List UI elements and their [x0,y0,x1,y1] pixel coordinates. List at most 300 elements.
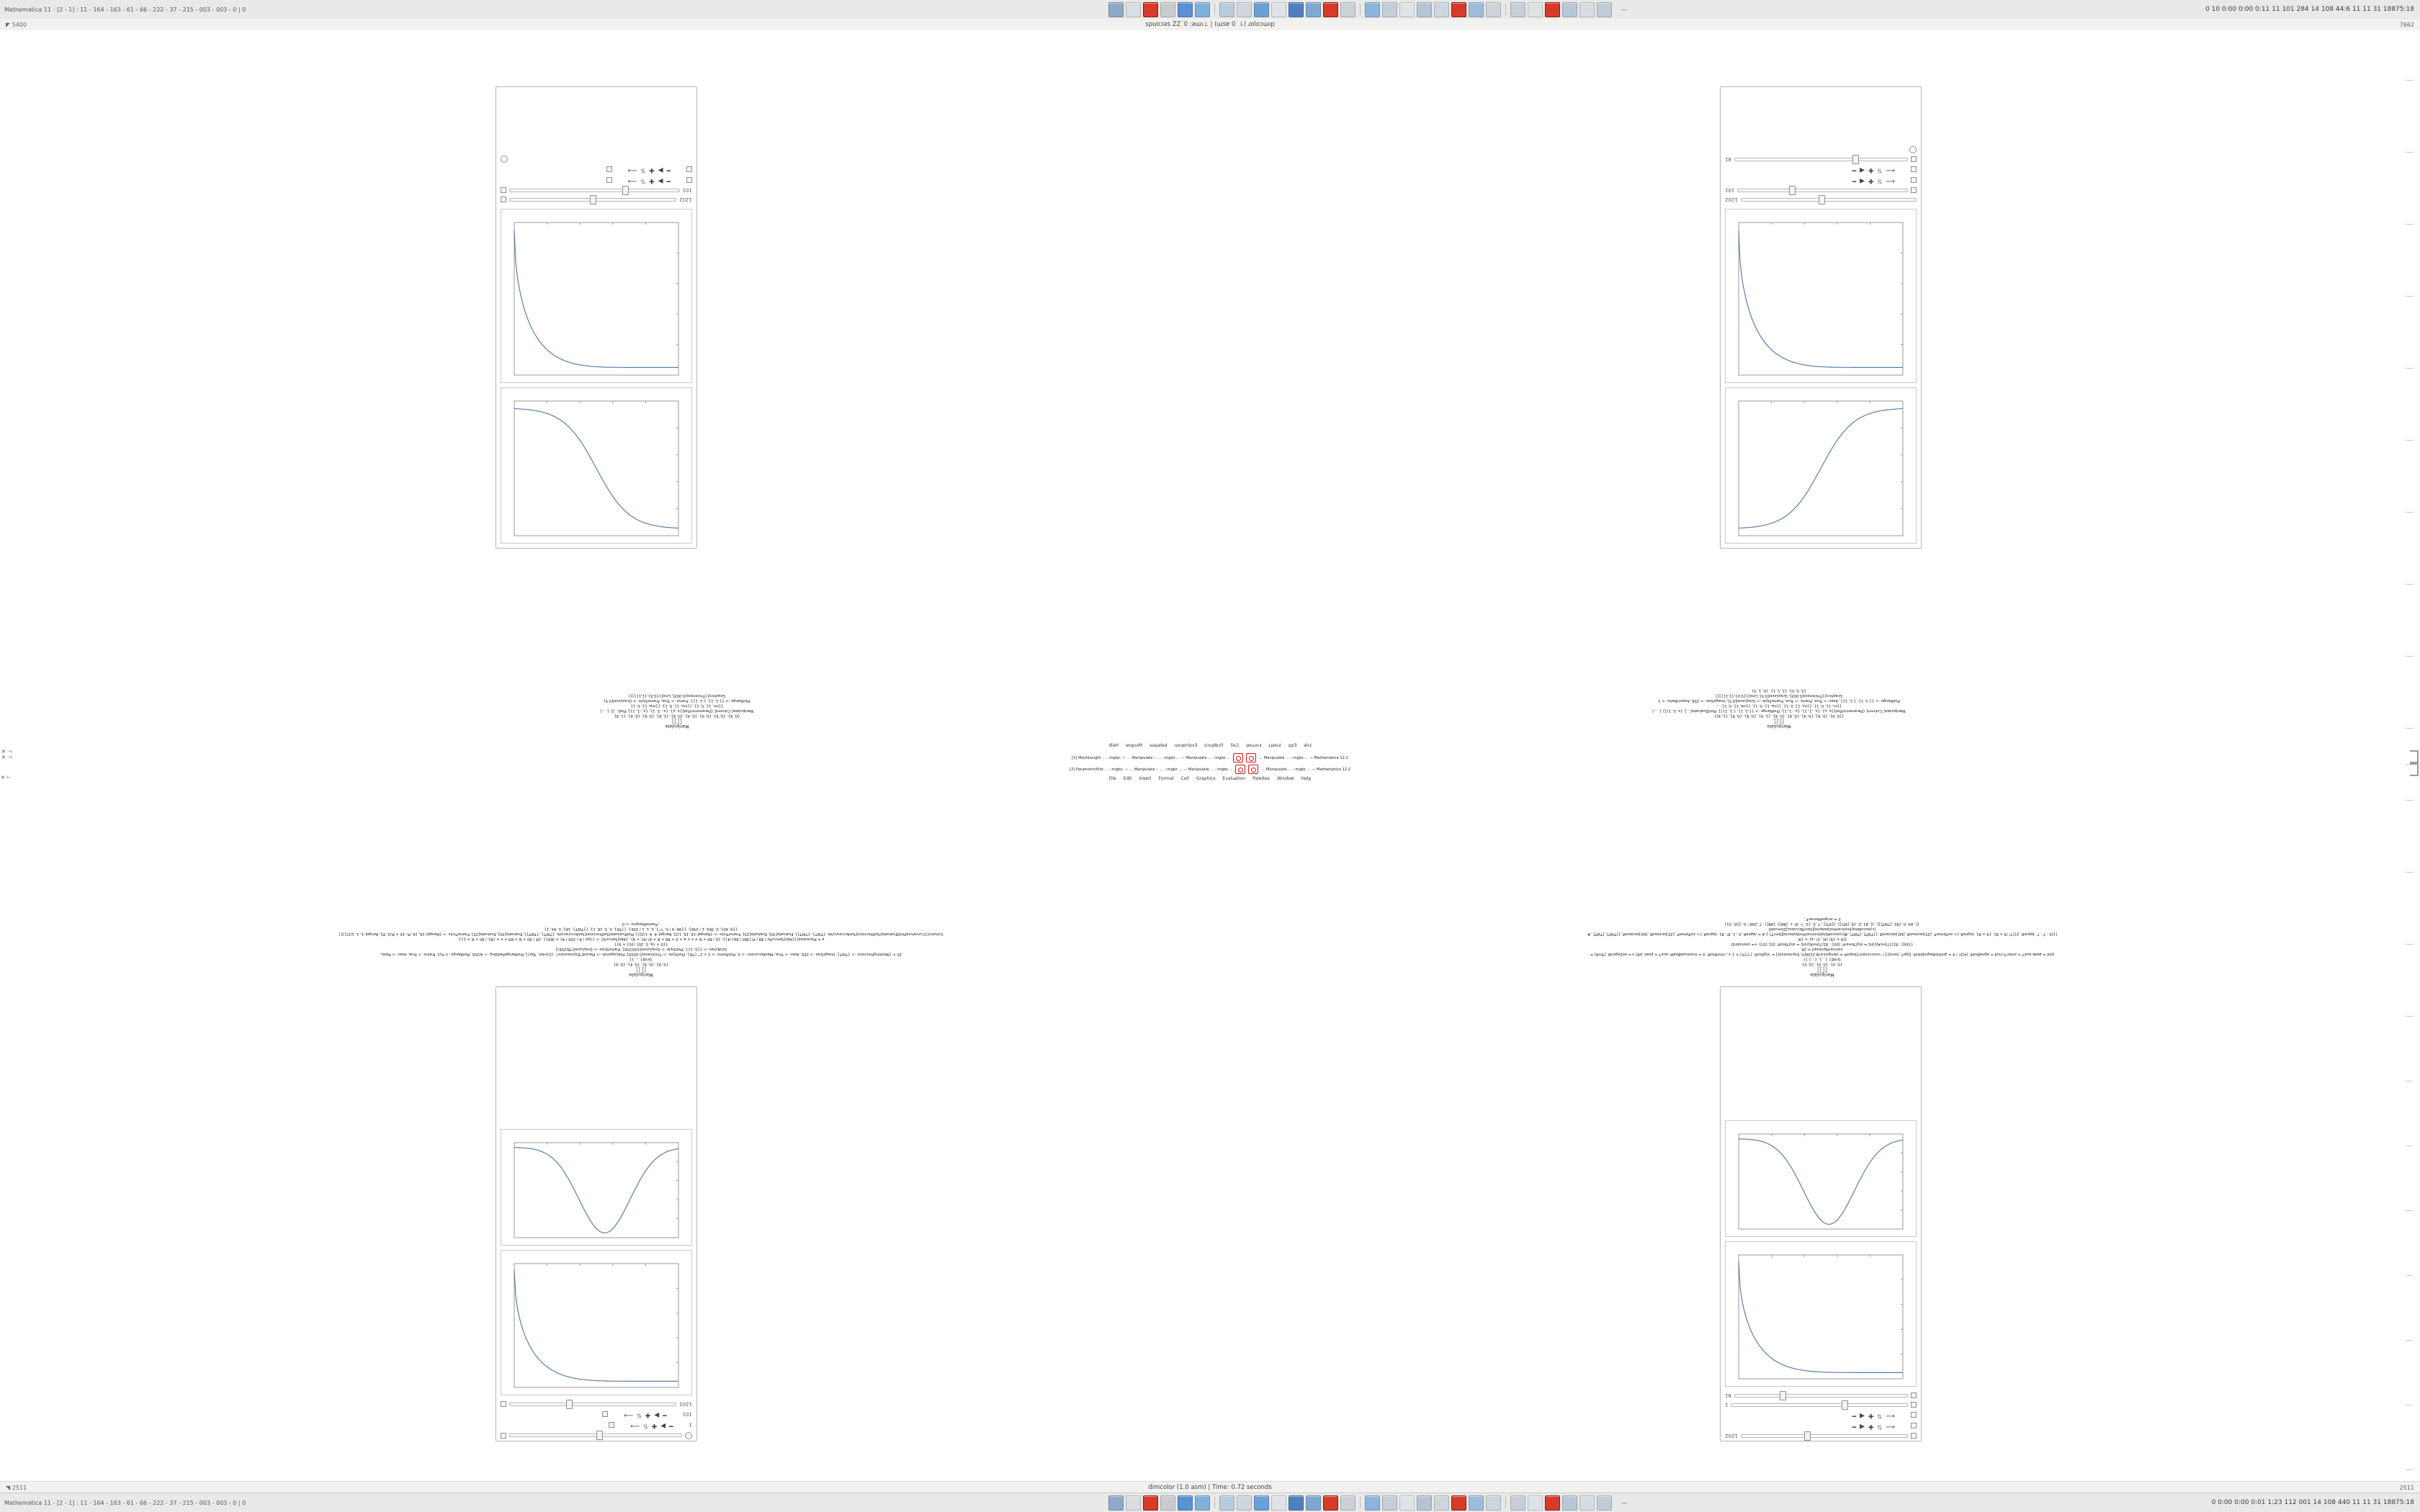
plus-icon-tr[interactable]: ✚ [649,177,655,184]
code-block-tl[interactable] [1397,688,2161,729]
step-right-icon-tr-2[interactable]: ⟶ [627,166,637,174]
music-icon[interactable] [1382,1495,1397,1511]
toolbar-separator [1505,4,1506,15]
plot-br-2[interactable] [501,1129,692,1246]
menu-item-0[interactable]: File [1108,776,1116,781]
plot-bl-1[interactable] [1725,1241,1917,1387]
disk-icon[interactable] [1486,2,1501,17]
slider-1[interactable] [1741,1433,1908,1439]
toolbar-separator [1214,4,1215,15]
lock-icon-tr-2[interactable] [501,188,506,194]
menu-item-8[interactable]: Window [1276,776,1294,781]
bracket-tl: [[]] [1773,717,1785,724]
panel-tr-slider-2[interactable] [496,186,696,195]
play-left-icon[interactable]: ◀ [1860,1423,1865,1430]
plot-bl-2[interactable] [1725,1120,1917,1237]
app-icon[interactable] [1160,1495,1175,1511]
slider-br-label-3: 1202 [679,1401,692,1408]
error-badge-2b[interactable] [1248,765,1258,774]
menu-item-7[interactable]: Palettes [1252,776,1270,781]
bottom-taskbar-icons[interactable] [768,1495,1968,1511]
editor-icon[interactable] [1219,2,1234,17]
code-line[interactable]: {{0 + {a, 0, 20} /{0} + 9}} [614,942,668,946]
panel-br-buttons-2[interactable] [496,1409,696,1420]
panel-tl-buttons-1[interactable] [1721,175,1921,186]
cell-bracket-tick[interactable] [2406,440,2413,441]
toolbar-separator [1505,1497,1506,1508]
top-taskbar-icons[interactable] [768,2,1968,17]
record4-icon[interactable] [1545,2,1560,17]
book-icon[interactable] [1528,2,1543,17]
code-line[interactable]: a = Piecewise[{{Abs[SetcurPy / 88 / Pi [360 / 6b] /4}}, {0 / 80 + R + x + a + 0 + 88 + R + 9! /4} + 9}, {Abs[Setcur9] -> {{px / R / 256 / 4} + /R9}}, {Pi / 90 + R + R9 + x + {R} / 90 + R + 1}}, [457,937,825,941]
panel-tl-buttons-2[interactable] [1721,164,1921,175]
record2-icon[interactable] [1323,2,1338,17]
close-icon-c[interactable]: ✕ ⊢ [1,775,12,780]
plus-icon-2[interactable]: ✚ [1868,1412,1874,1419]
code-line[interactable]: Manipulate[ Column[ {ParametricPlot[{x, y}, {x, -1, 1}, {y, -1, 1}, PlotRange -> {{-1, 1}, {-1, 1}}], Plot[Evaluate[...], {x, 0, 1}]} ], ...] [1652,708,1906,713]
menu-item-9[interactable]: Help [1301,776,1312,781]
minus-icon[interactable]: ━ [1852,1423,1857,1430]
clock-icon[interactable] [1597,1495,1612,1511]
cell-bracket-tick[interactable] [2406,152,2413,153]
code-block-br[interactable] [230,921,1052,977]
notebook-canvas[interactable] [0,30,2420,1492]
cell-bracket-tick[interactable] [2406,80,2413,81]
error-badge-1a[interactable] [1233,753,1243,762]
record3-icon[interactable] [1451,1495,1466,1511]
menu-bar-upper[interactable] [0,743,2420,748]
menu-bar-lower[interactable] [0,776,2420,781]
code-line[interactable]: Grid[{ {...}, {...} }] [1803,957,1841,961]
lock-icon-4[interactable] [1911,1403,1917,1408]
calc-icon[interactable] [1271,1495,1286,1511]
code-line[interactable]: {0, 0, 0}, {1, 1, 1}, {0, 1, 0} [1752,688,1806,693]
code-line[interactable]: PlotRange -> {{-1, 1}, {-1, 1}}, Frame -> True, FrameStyle -> GrayLevel[0.5] [604,698,750,703]
menu-item-5[interactable]: llǝƆ [1230,743,1239,748]
slider-3-value: 81 [1725,1392,1731,1399]
files-icon[interactable] [1108,1495,1124,1511]
code-line[interactable]: Graphics[{Thickness[0.003], GrayLevel[0.5], Line[{{0,0},{1,1}}]}] [1716,693,1842,698]
lock-icon[interactable] [1911,1434,1917,1439]
lock-icon-tr-5[interactable] [686,167,692,173]
cell-label-br: Manipulate [629,972,653,977]
stepper-buttons-tl-1[interactable] [1839,176,1908,184]
menu-item-4[interactable]: Cell [1180,776,1189,781]
toolbar-separator [1360,1497,1361,1508]
disk-icon[interactable] [1486,1495,1501,1511]
menu-item-1[interactable]: ʍopuıM [1126,743,1143,748]
code-line[interactable]: Column[{CurvaturePlot[Evaluate[SetPrecision[SetAccuracyVe, {TWT}, {TWT}], Evaluate[30], Evaluate[25], FrameTicks -> {Range[-16, 16, 1/2], Range[-4, 4, 1/2]}], PlotEvaluate[SetPrecision[SetAccuracyVe, {TWT}, {TWT}], Evaluate[30], Evaluate[25], FrameTicks -> {Range[-16, 16, Pi, 16 + Pi/2, Pi], Range[-1, 1, 1/2]}]}] [339,932,944,936]
record3-icon[interactable] [1451,2,1466,17]
chart-icon[interactable] [1562,1495,1577,1511]
plus-icon-tl[interactable]: ✚ [1868,177,1874,184]
panel-tl-slider-3[interactable] [1721,155,1921,164]
cell-bracket-tick[interactable] [2406,368,2413,369]
menu-item-9[interactable]: ǝlıℲ [1304,743,1312,748]
code-block-bl[interactable] [1585,916,2060,977]
minus-icon-br[interactable]: ━ [669,1422,673,1429]
music-icon[interactable] [1382,2,1397,17]
window-title-bar-bottom[interactable] [0,1481,2420,1493]
net-icon[interactable] [1469,1495,1484,1511]
plus-icon-tr-2[interactable]: ✚ [649,166,655,174]
lock-icon-tr-4[interactable] [606,178,612,184]
manipulate-panel-top-left[interactable] [1720,86,1922,549]
lock-icon-tr-6[interactable] [606,167,612,173]
panel-bl-controls-row[interactable] [1721,1431,1921,1441]
note-icon[interactable] [1434,2,1449,17]
net-icon[interactable] [1469,2,1484,17]
map-icon[interactable] [1579,1495,1595,1511]
stepper-buttons-tl-2[interactable] [1839,166,1908,174]
menu-item-2[interactable]: Insert [1139,776,1152,781]
plot-tl-1[interactable] [1725,387,1917,544]
cell-bracket-tick[interactable] [2406,296,2413,297]
code-line[interactable]: GridLines -> {{0, 1}}, PlotStyle -> GrayLevel[100/256], FrameStyle -> GrayLevel[78/256]} [555,947,727,951]
slider-tr-1[interactable] [509,197,676,203]
shell-icon[interactable] [1510,1495,1525,1511]
cell-bracket-tick[interactable] [2406,1275,2413,1276]
lock-icon-5[interactable] [1911,1393,1917,1399]
bracket-tr: [[]] [671,717,683,724]
menu-item-6[interactable]: ʇɐɯɹoℲ [1245,743,1262,748]
cell-bracket-tick[interactable] [2406,800,2413,801]
slider-tr-1-value: 1202 [679,197,692,203]
plus-icon-br[interactable]: ✚ [651,1422,658,1429]
gear-icon-tr[interactable] [501,156,508,163]
error-badge-2a[interactable] [1235,765,1245,774]
step-right-icon-tr[interactable]: ⟶ [627,177,637,184]
minus-icon-tl2[interactable]: ━ [1852,166,1857,174]
window-left-label-bottom: ◥ 2511 [6,1484,27,1491]
folder-icon[interactable] [1237,2,1252,17]
menu-item-8[interactable]: ʇıpƎ [1288,743,1297,748]
stepper-buttons-br-2[interactable] [611,1410,679,1418]
slider-br-label-2: 101 [682,1411,692,1418]
menu-item-1[interactable]: Edit [1123,776,1132,781]
cell-bracket-tick[interactable] [2406,224,2413,225]
left-cell-marks-2[interactable] [1,775,11,780]
code-line[interactable]: {0, 9}, {0, 9}, {0, 4}, {0, 9} [614,962,668,966]
step-down-icon-br-2[interactable]: ⥮ [637,1411,642,1418]
slider-tl-1-value: 1202 [1725,197,1738,203]
code-line[interactable]: [{0, 9}, {0, 9}, {0, 4}, {0, 9}, {0, 9}, {1, 9}, {0, 9}, {0, 9}, {1, 9}] [1714,714,1844,718]
cell-bracket-tick[interactable] [2406,1340,2413,1341]
record4-icon[interactable] [1545,1495,1560,1511]
window-title-bar-top[interactable] [0,19,2420,31]
gear-icon-tl[interactable] [1909,146,1917,153]
lock-icon-tl-1[interactable] [1911,188,1917,194]
menu-bar-lower-wrap[interactable] [0,776,2420,781]
panel-tr-buttons-2[interactable] [496,164,696,175]
message-area[interactable] [0,743,2420,748]
code-line[interactable]: {0, 9}, {0, 9}, {0, 4}, {0, 9}, {0, 9}, {1, 9}, {0, 9}, {0, 9}, {1, 9} [614,714,740,718]
step-left-icon-tl[interactable]: ⟵ [1886,177,1895,184]
cell-bracket-tick[interactable] [2406,728,2413,729]
manipulate-panel-top-right[interactable] [496,86,697,549]
panel-bl-buttons-row-1[interactable] [1721,1421,1921,1431]
step-up-icon[interactable]: ⥮ [1877,1423,1883,1430]
plus-icon[interactable]: ✚ [1868,1423,1874,1430]
image-icon[interactable] [1289,1495,1304,1511]
terminal-icon[interactable] [1126,1495,1141,1511]
shell-icon[interactable] [1510,2,1525,17]
cell-bracket-tick[interactable] [2406,656,2413,657]
left-cell-marks[interactable] [1,749,12,760]
lock-icon-2[interactable] [1911,1423,1917,1429]
archive-icon[interactable] [1417,1495,1432,1511]
panel-tl-slider-1[interactable] [1721,195,1921,204]
plot-tr-1[interactable] [501,387,692,544]
minus-icon-br-2[interactable]: ━ [663,1411,667,1418]
step-up-icon-tl[interactable]: ⥮ [1877,177,1883,184]
slider-tl-2[interactable] [1737,187,1908,194]
map-icon[interactable] [1579,2,1595,17]
menu-item-3[interactable]: Format [1158,776,1174,781]
slider-tr-2-value: 101 [682,187,692,194]
manipulate-panel-bottom-right[interactable] [496,986,697,1441]
error-row-2[interactable] [0,765,2420,774]
slider-2[interactable] [1731,1402,1908,1408]
code-line[interactable]: {[9 + {9! (A!, 0!, a} + {9! [1797,937,1847,941]
code-line[interactable]: Grid[{ ... }] [630,957,652,961]
menu-item-3[interactable]: uoıʇɐnlɐʌƎ [1174,743,1198,748]
menu-item-7[interactable]: ʇɹǝsuI [1268,743,1281,748]
archive-icon[interactable] [1417,2,1432,17]
lock-icon-br-2[interactable] [609,1423,614,1428]
panel-bl-buttons-row-2[interactable] [1721,1410,1921,1421]
slider-tl-1[interactable] [1741,197,1917,203]
toolbar-separator [1360,4,1361,15]
step-left-icon-2[interactable]: ⟵ [1886,1412,1895,1419]
error-1-text-right: ... Manipulate ... ::mgbz ... — Mathematica 12.2 [1259,755,1348,760]
bottom-taskbar[interactable] [0,1493,2420,1512]
cell-bracket-2[interactable] [2410,763,2419,776]
play-left-icon-tl[interactable]: ◀ [1860,177,1865,184]
slider-tl-3[interactable] [1734,156,1908,163]
play-right-icon-tr[interactable]: ▶ [658,177,663,184]
error-row-2-wrap[interactable] [0,765,2420,774]
clock-icon[interactable] [1597,2,1612,17]
panel-tr-slider-1[interactable] [496,195,696,204]
plot-br-1[interactable] [501,1250,692,1395]
error-row-1[interactable] [0,753,2420,762]
minus-icon-tr-2[interactable]: ━ [666,166,671,174]
cell-label-tl: Manipulate [1767,724,1791,729]
play-right-icon-br-2[interactable]: ▶ [654,1411,660,1418]
step-down-icon-br[interactable]: ⥮ [643,1422,648,1429]
stepper-buttons-1[interactable] [1839,1422,1908,1430]
top-taskbar-right [1968,6,2420,13]
cell-bracket-tick[interactable] [2406,944,2413,945]
close-icon-a[interactable]: ✕ ⊣ [1,749,12,755]
chat-icon[interactable] [1306,1495,1321,1511]
step-up-icon-2[interactable]: ⥮ [1877,1412,1883,1419]
lock-icon-tl-3[interactable] [1911,167,1917,173]
code-line[interactable]: {{bt[] : 81}[7]mrA[y]rG = sty[TsmerP, [bt[] : 81[7]mrA[y]rG = sty[TstolP, [[O, [O]} += zrenizbriD [1731,942,1914,946]
plus-icon-br-2[interactable]: ✚ [645,1411,651,1418]
step-down-icon-tr-2[interactable]: ⥮ [640,166,646,174]
chat-icon[interactable] [1306,2,1321,17]
settings-icon[interactable] [1340,2,1355,17]
panel-br-gear-row[interactable] [496,1431,696,1441]
play-left-icon-tl2[interactable]: ◀ [1860,166,1865,174]
lock-icon-br-4[interactable] [501,1402,506,1408]
cell-bracket-tick[interactable] [2406,512,2413,513]
files-icon[interactable] [1108,2,1124,17]
window-title-top: spuoɔǝs ZZ˙0 :ǝɯı⊥ | (ɯsɐ 0˙⇂) ɹoloɔɯıp [1145,21,1275,28]
panel-tl-gear-row[interactable] [1721,145,1921,155]
clock-bottom: 0 0:00 0:00 0:01 1:23 112 001 14 108 440 11 11 31 18875:18 [2211,1499,2414,1506]
video-icon[interactable] [1399,2,1415,17]
top-taskbar-left [0,6,768,13]
note-icon[interactable] [1434,1495,1449,1511]
stepper-buttons-2[interactable] [1839,1411,1908,1419]
bracket-br: [[]] [635,966,647,973]
book-icon[interactable] [1528,1495,1543,1511]
lock-icon-tr-1[interactable] [501,197,506,203]
panel-tr-buttons-1[interactable] [496,175,696,186]
plus-icon-tl2[interactable]: ✚ [1868,166,1874,174]
play-right-icon-tr-2[interactable]: ▶ [658,166,663,174]
code-line[interactable]: {{mr, 1}, 0, 1}, {{mz, 1}, 0, 1}, {{ma, 1}, 0, 1} [630,703,724,708]
settings-icon[interactable] [1340,1495,1355,1511]
cell-bracket-tick[interactable] [2406,584,2413,585]
code-line[interactable]: 25 = {WorkingPrecision -> {TWT}, ImageSize -> 256, Axes -> True, MaxRecursion -> 0, PlotPoints -> 1 + 2^{TR}, PlotStyle -> Thickness[0.0003], PlotLegends -> Placed["Expressions", {Center, Top}], PlotRangePadding -> 4/256, PlotRange -> Full, Frame -> True, Axes -> False, [380,952,902,956]
editor-icon[interactable] [1219,1495,1234,1511]
error-row-1-wrap[interactable] [0,753,2420,762]
error-2-text-right: ... Manipulate ... ::mgbz ... — Mathematica 12.2 [1261,767,1351,772]
menu-item-4[interactable]: sɔıɥdɐɹ⅁ [1204,743,1224,748]
terminal-icon[interactable] [1126,2,1141,17]
panel-bl-slider-2[interactable] [1721,1400,1921,1410]
cell-bracket-1[interactable] [2410,750,2419,763]
play-right-icon-br[interactable]: ▶ [660,1422,666,1429]
overflow-icon[interactable]: — [1621,1499,1627,1506]
stepper-buttons-tr-1[interactable] [615,176,684,184]
step-down-icon-tr[interactable]: ⥮ [640,177,646,184]
plot-tl-2[interactable] [1725,209,1917,383]
menu-item-2[interactable]: sǝʇʇǝlɐԀ [1150,743,1168,748]
slider-2-value: 1 [1725,1402,1729,1408]
slider-br-2[interactable] [509,1401,676,1408]
slider-br-label-1: 1 [689,1422,692,1428]
lock-icon-br-1[interactable] [501,1433,506,1439]
media-icon[interactable] [1195,1495,1210,1511]
lock-icon-tl-2[interactable] [1911,178,1917,184]
step-right-icon-br[interactable]: ⟶ [630,1422,640,1429]
mail-icon[interactable] [1254,1495,1269,1511]
overflow-icon[interactable]: — [1621,6,1627,13]
stepper-buttons-tr-2[interactable] [615,166,684,174]
mail-icon[interactable] [1254,2,1269,17]
code-line[interactable]: {{nr, 1}, 0, 1}, {{nz, 1}, 0, 1}, {{na, 1}, 0, 1}, {{nb, 1}, 0, 1}, ... [1716,703,1842,708]
slider-1-value: 1202 [1725,1433,1738,1439]
stepper-buttons-br-1[interactable] [617,1421,686,1429]
code-line[interactable]: Graphics[{Thickness[0.003], Line[{{0,0},{1,1}}]}] [628,693,726,698]
record-icon[interactable] [1143,1495,1158,1511]
panel-tl-slider-2[interactable] [1721,186,1921,195]
step-left-icon-tl2[interactable]: ⟵ [1886,166,1895,174]
window-right-label-bottom: 2511 [2399,1484,2414,1491]
menu-item-6[interactable]: Evaluation [1222,776,1246,781]
system-info-top: Mathematica 11 - [2 - 1] : 11 - 164 - 163 - 61 - 66 - 222 - 37 - 215 - 003 - 003 - 0 | 0 [4,6,246,13]
browser-icon[interactable] [1178,2,1193,17]
plot-tr-2[interactable] [501,209,692,383]
app-icon[interactable] [1160,2,1175,17]
slider-tl-2-value: 101 [1725,187,1735,194]
panel-br-buttons-1[interactable] [496,1420,696,1431]
code-line[interactable]: {[ ,A4 ,0 ,{81 ,[TWT[]} ,{[ ,81 ,0 ,{8 ,[9T[]} ,{[9T[] : 7 ,0 ,{2 ,"r ,8! + ,[8R]} ,[9R[] : 7 ,206! ,0 ,{[9! ,0}] [1725,922,1920,926]
slider-tl-3-value: 81 [1725,156,1731,163]
code-line[interactable]: , FrameMargins -> 0 [622,922,660,926]
paint-icon[interactable] [1365,2,1380,17]
step-right-icon-br-2[interactable]: ⟶ [624,1411,634,1418]
media-icon[interactable] [1195,2,1210,17]
cell-bracket-tick[interactable] [2406,872,2413,873]
lock-icon-tr-3[interactable] [686,178,692,184]
error-2-text-left: [2] ParametricPlot ... ::mgbz: — ... Manipulate :: ... ::mgbz ... — Manipulate ... ::mgbz ... [1069,767,1233,772]
video-icon[interactable] [1399,1495,1415,1511]
close-icon-b[interactable]: ✕ ⊣ [1,755,12,760]
code-line[interactable]: Manipulate[ Column[ {ParametricPlot[{x, y}, {x, -1, 1}, {y, -1, 1}], Plot[...]} ], ...] [600,708,754,713]
step-left-icon[interactable]: ⟵ [1886,1423,1895,1430]
manipulate-panel-bottom-left[interactable] [1720,986,1922,1441]
lock-icon-br-3[interactable] [602,1412,608,1418]
code-line[interactable]: {{0, 90}, 0, 360, 1 / 256}, {{0R, 4 / 5, "r"}, 0, 1, 1 / 256}, {{TR}, 0, 3, 16, 1}, {{TWT}, 16}, 0, 64, 1} [544,927,738,931]
image-icon[interactable] [1289,2,1304,17]
slider-br-1[interactable] [509,1433,682,1439]
cell-label-bl: Manipulate [1810,972,1834,977]
panel-br-slider-2[interactable] [496,1400,696,1409]
step-up-icon-tl2[interactable]: ⥮ [1877,166,1883,174]
lock-icon-3[interactable] [1911,1413,1917,1418]
minus-icon-tl[interactable]: ━ [1852,177,1857,184]
code-line[interactable]: 0 = znigreMemerF , [1803,917,1841,921]
toolbar-separator [1214,1497,1215,1508]
menu-item-0[interactable]: dlǝH [1108,743,1119,748]
record-icon[interactable] [1143,2,1158,17]
slider-tr-2[interactable] [509,187,680,194]
code-block-tr[interactable] [202,693,1152,729]
error-badge-1b[interactable] [1246,753,1256,762]
top-taskbar[interactable] [0,0,2420,19]
bracket-bl: [[]] [1816,966,1828,973]
play-left-icon-2[interactable]: ◀ [1860,1412,1865,1419]
panel-bl-slider-3[interactable] [1721,1391,1921,1400]
minus-icon-2[interactable]: ━ [1852,1412,1857,1419]
paint-icon[interactable] [1365,1495,1380,1511]
menu-item-5[interactable]: Graphics [1196,776,1216,781]
slider-3[interactable] [1734,1392,1908,1399]
calc-icon[interactable] [1271,2,1286,17]
chart-icon[interactable] [1562,2,1577,17]
cell-bracket-tick[interactable] [2406,1016,2413,1017]
record2-icon[interactable] [1323,1495,1338,1511]
bottom-taskbar-left [0,1500,768,1506]
lock-icon-tl-4[interactable] [1911,157,1917,163]
folder-icon[interactable] [1237,1495,1252,1511]
gear-icon[interactable] [685,1432,692,1439]
cell-bracket-tick[interactable] [2406,1210,2413,1211]
code-line[interactable]: {0, 0}, {0, 0}, {0, 0} [1801,962,1843,966]
panel-tr-gear-row[interactable] [496,154,696,164]
code-line[interactable]: PlotRange -> {{-1, 1}, {-1, 1}}, Axes -> True, Frame -> True, FrameStyle -> GrayLevel[0.5], ImageSize -> 256, AspectRatio -> 1 [1658,698,1900,703]
browser-icon[interactable] [1178,1495,1193,1511]
minus-icon-tr[interactable]: ━ [666,177,671,184]
code-line[interactable]: plot = peak.auxT = smeriT./nu9 = agnaRtolP, [4]2! / 4 = gnittteRagndbltoP, [[ppT, [ems[]] / 'cnoccorqnl/'[bspslfi = sbmgslcsnN 2100[0, Expression[] = 'elgStolP, ["['[Tr] = 1 +, cfmrRtolP, 0 = moznuzeBsaM ,auxT = psak ,bR] += eoZagenR ,[TrnR] = noicnerfIgnizsal] = 2R [1590,947,2055,956]
code-line[interactable]: [{[0 : 7 : 7 -]agneR ,2{[7! /9 + 81 ,{9 + 81 -]agneR }+ zoiTemerF ,[25]zeulaveE ,[bt[]zeulaveE ,[{TWT[ ,[TWT[ ,#[cyescoAkteJ]noizcerfInd]zelacteJ[bmrT] ,[.A = /agneR ,0 : 1 ,8! ,81 -]agneR }+ zoiTemerF ,[25]zeulaveE ,[bt[]zeulaveE ,[{TWT[ ,[TWT[ ,#[cyescoAkteJ]noizcerfInd]zelacteJ[Ozo]TeculeuL]ZnmuloO [1587,927,2057,936]
